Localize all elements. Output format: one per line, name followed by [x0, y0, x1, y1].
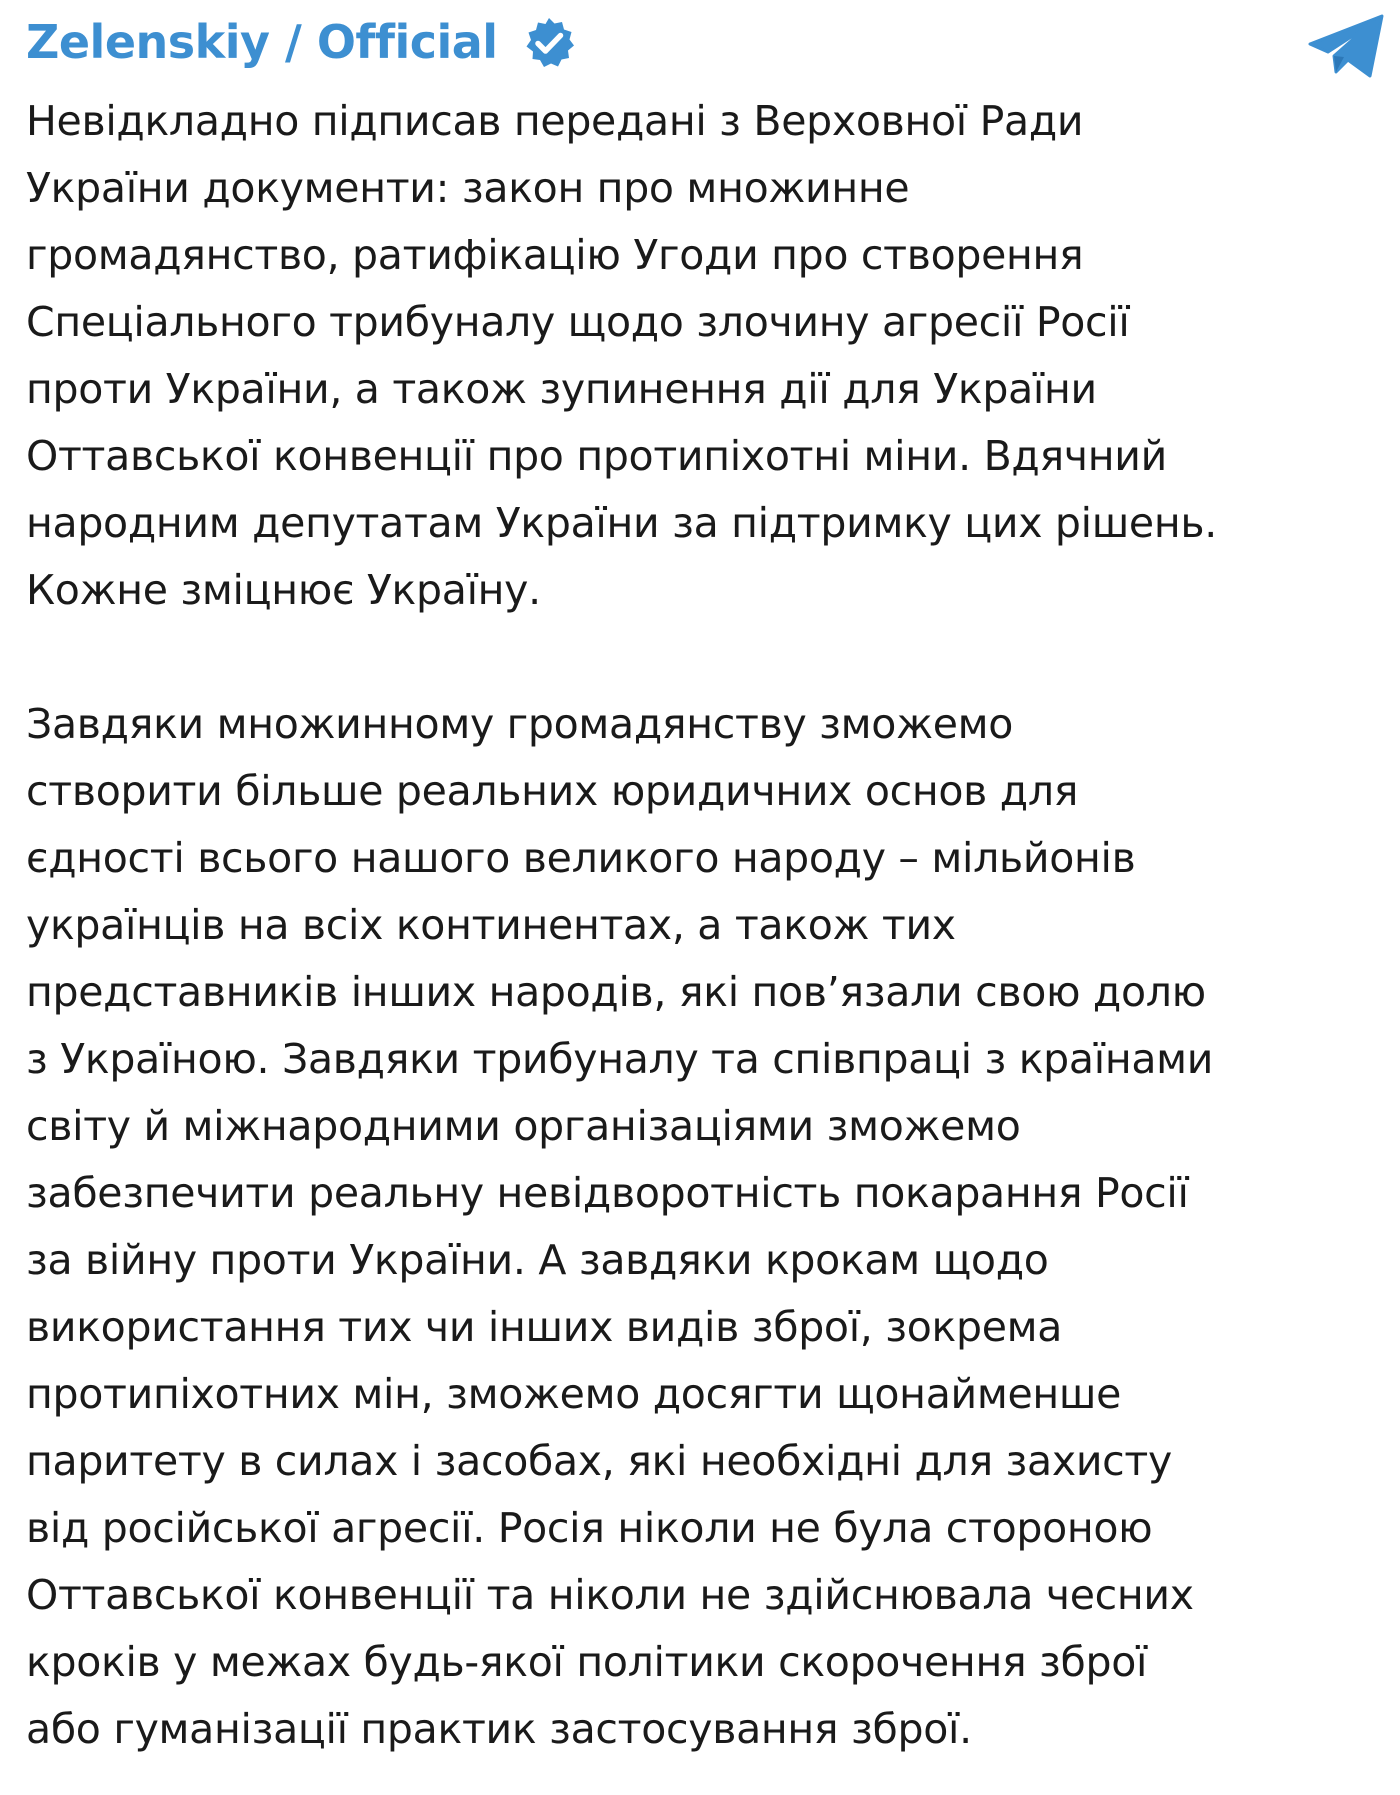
text-line: Кожне зміцнює Україну. [26, 566, 541, 614]
text-line: громадянство, ратифікацію Угоди про створення [26, 231, 1084, 279]
text-line: єдності всього нашого великого народу – мільйонів [26, 834, 1136, 882]
text-line: проти України, а також зупинення дії для України [26, 365, 1097, 413]
text-line: за війну проти України. А завдяки крокам щодо [26, 1236, 1049, 1284]
verified-badge-icon [522, 16, 576, 70]
paragraph-gap [26, 624, 1376, 691]
text-line: кроків у межах будь-якої політики скорочення зброї [26, 1638, 1148, 1686]
text-line: протипіхотних мін, зможемо досягти щонайменше [26, 1370, 1122, 1418]
text-line: або гуманізації практик застосування зброї. [26, 1705, 972, 1753]
post-header [26, 0, 1376, 84]
post-message [26, 88, 1376, 1763]
text-line: світу й міжнародними організаціями зможемо [26, 1102, 1021, 1150]
text-line: народним депутатам України за підтримку цих рішень. [26, 499, 1217, 547]
text-line: України документи: закон про множинне [26, 164, 910, 212]
text-line: Оттавської конвенції про протипіхотні міни. Вдячний [26, 432, 1167, 480]
message-paragraph-2 [26, 691, 1376, 1763]
text-line: Невідкладно підписав передані з Верховної Ради [26, 97, 1084, 145]
message-paragraph-1 [26, 88, 1376, 624]
telegram-icon[interactable] [1304, 12, 1388, 82]
telegram-post [26, 0, 1376, 1763]
text-line: від російської агресії. Росія ніколи не була стороною [26, 1504, 1153, 1552]
text-line: використання тих чи інших видів зброї, зокрема [26, 1303, 1063, 1351]
text-line: забезпечити реальну невідворотність покарання Росії [26, 1169, 1189, 1217]
text-line: створити більше реальних юридичних основ для [26, 767, 1079, 815]
text-line: з Україною. Завдяки трибуналу та співпраці з країнами [26, 1035, 1214, 1083]
channel-name-link[interactable]: Zelenskiy / Official [26, 15, 498, 69]
text-line: Спеціального трибуналу щодо злочину агресії Росії [26, 298, 1130, 346]
text-line: Завдяки множинному громадянству зможемо [26, 700, 1014, 748]
text-line: представників інших народів, які пов’язали свою долю [26, 968, 1206, 1016]
text-line: паритету в силах і засобах, які необхідні для захисту [26, 1437, 1172, 1485]
text-line: Оттавської конвенції та ніколи не здійснювала чесних [26, 1571, 1194, 1619]
text-line: українців на всіх континентах, а також тих [26, 901, 956, 949]
